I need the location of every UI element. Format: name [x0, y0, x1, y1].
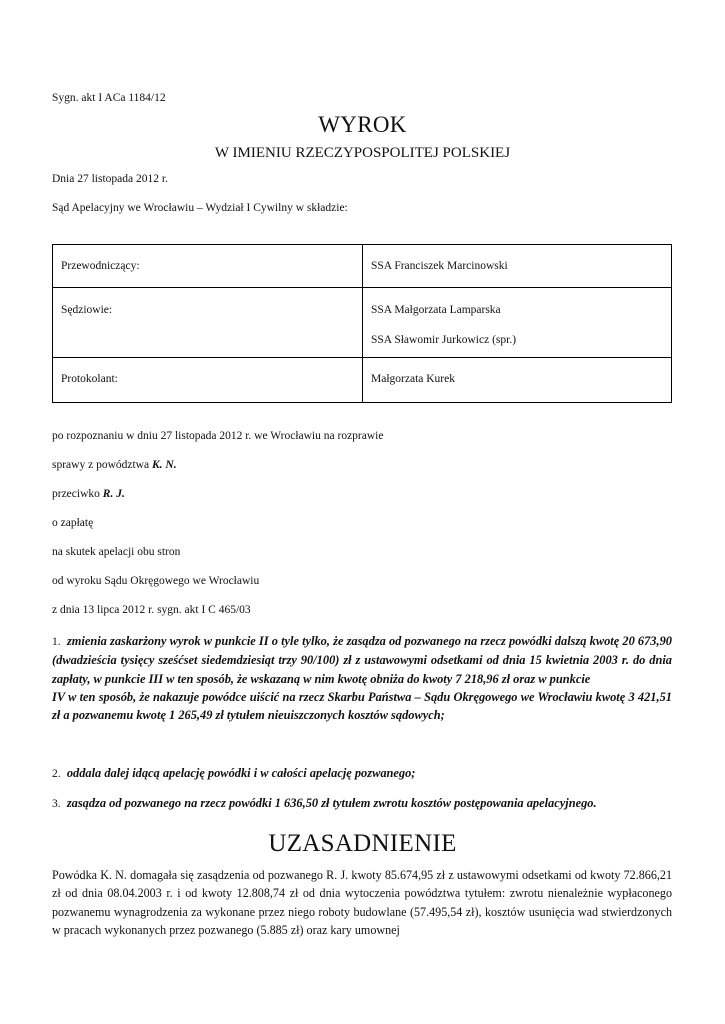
decision-text: zmienia zaskarżony wyrok w punkcie II o tyle tylko, że zasądza od pozwanego na rzecz powódki dalszą kwotę 20 673,90 (dwadzieścia tysięcy sześćset siedemdziesiąt trzy 90/100) zł z ustawowymi odsetkami od dnia 15 kwietnia 2003 r. do dnia zapłaty, w punkcie III w ten sposób, że wskazaną w nim kwotę obniża do kwoty 7 218,96 zł oraz w punkcie [52, 634, 672, 686]
case-hearing-line: po rozpoznaniu w dniu 27 listopada 2012 r. we Wrocławiu na rozprawie [52, 430, 384, 442]
decision-number: 2. [52, 768, 61, 780]
case-subject-line: o zapłatę [52, 517, 94, 529]
panel-role-cell [53, 358, 363, 403]
panel-role-cell [53, 245, 363, 288]
justification-heading: UZASADNIENIE [268, 830, 457, 857]
decision-item-2 [52, 764, 672, 783]
document-subtitle: W IMIENIU RZECZYPOSPOLITEJ POLSKIEJ [214, 145, 511, 161]
panel-names-cell [363, 358, 672, 403]
decision-item-1 [52, 632, 672, 724]
case-plaintiff-prefix: sprawy z powództwa [52, 459, 152, 471]
panel-names-cell [363, 245, 672, 288]
decision-item-3 [52, 794, 672, 813]
justification-paragraph: Powódka K. N. domagała się zasądzenia od pozwanego R. J. kwoty 85.674,95 zł z ustawowymi odsetkami od kwoty 72.866,21 zł od dnia 08.04.2003 r. i od kwoty 12.808,74 zł od dnia wytoczenia powództwa tytułem: zwrotu nienależnie wypłaconego pozwanemu wynagrodzenia za wykonane przez niego roboty budowlane (57.495,54 zł), kosztów usunięcia wad stwierdzonych w pracach wykonanych przez pozwanego (5.885 zł) oraz kary umownej [52, 868, 672, 937]
decision-item-1-part-a [52, 632, 672, 688]
panel-name: SSA Sławomir Jurkowicz (spr.) [371, 334, 517, 346]
panel-row-judges [53, 288, 672, 358]
judgment-date: Dnia 27 listopada 2012 r. [52, 173, 168, 185]
decision-number: 3. [52, 798, 61, 810]
plaintiff-name: K. N. [151, 459, 177, 471]
panel-role: Sędziowie: [61, 304, 113, 316]
panel-name: SSA Małgorzata Lamparska [371, 304, 501, 316]
decision-text: zasądza od pozwanego na rzecz powódki 1 636,50 zł tytułem zwrotu kosztów postępowania apelacyjnego. [66, 796, 597, 810]
court-composition-intro: Sąd Apelacyjny we Wrocławiu – Wydział I Cywilny w składzie: [52, 202, 348, 214]
panel-role-cell [53, 288, 363, 358]
case-lower-court-line: od wyroku Sądu Okręgowego we Wrocławiu [52, 575, 260, 587]
decision-number: 1. [52, 636, 61, 648]
panel-role: Protokolant: [61, 373, 118, 385]
panel-names-cell [363, 288, 672, 358]
panel-row-presiding [53, 245, 672, 288]
decision-text: oddala dalej idącą apelację powódki i w całości apelację pozwanego; [66, 766, 416, 780]
defendant-name: R. J. [102, 488, 125, 500]
case-plaintiff-line [52, 459, 177, 471]
case-lower-judgment-line: z dnia 13 lipca 2012 r. sygn. akt I C 465/03 [52, 604, 251, 616]
case-appeal-line: na skutek apelacji obu stron [52, 546, 181, 558]
court-panel-table [52, 244, 672, 403]
panel-name: SSA Franciszek Marcinowski [371, 260, 508, 272]
panel-role: Przewodniczący: [61, 260, 140, 272]
panel-name: Małgorzata Kurek [371, 373, 455, 385]
case-defendant-prefix: przeciwko [52, 488, 103, 500]
panel-row-clerk [53, 358, 672, 403]
decision-item-1-part-b: IV w ten sposób, że nakazuje powódce uiścić na rzecz Skarbu Państwa – Sądu Okręgowego we Wrocławiu kwotę 3 421,51 zł a pozwanemu kwotę 1 265,49 zł tytułem nieuiszczonych kosztów sądowych; [52, 689, 672, 723]
case-defendant-line [52, 488, 125, 500]
document-title: WYROK [318, 112, 407, 137]
case-signature: Sygn. akt I ACa 1184/12 [52, 92, 166, 104]
